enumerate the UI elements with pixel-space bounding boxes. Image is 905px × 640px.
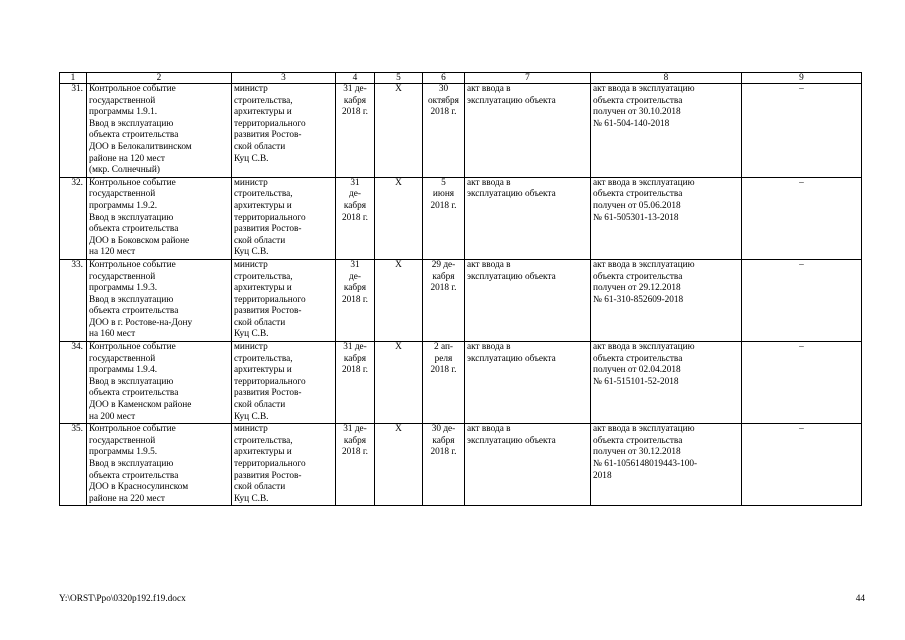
expected-result-text: акт ввода в эксплуатацию объекта bbox=[467, 342, 556, 364]
column-5-text: Х bbox=[395, 84, 402, 94]
event-description-cell bbox=[87, 424, 232, 506]
table-row bbox=[60, 84, 862, 178]
row-number-cell bbox=[60, 84, 87, 178]
responsible-person-text: министр строительства, архитектуры и территориального развития Ростов- ской области Куц С.В. bbox=[234, 259, 306, 340]
table-body bbox=[60, 73, 862, 506]
column-5-cell bbox=[375, 84, 423, 178]
header-cell-8: 8 bbox=[591, 73, 742, 84]
expected-result-text: акт ввода в эксплуатацию объекта bbox=[467, 259, 556, 282]
page-number: 44 bbox=[855, 594, 865, 604]
column-9-cell bbox=[742, 342, 862, 424]
column-9-text: – bbox=[799, 84, 804, 94]
column-5-text: Х bbox=[395, 342, 402, 353]
column-9-text: – bbox=[799, 259, 804, 270]
header-cell-5: 5 bbox=[375, 73, 423, 84]
planned-date-cell bbox=[336, 177, 375, 259]
event-description-cell bbox=[87, 177, 232, 259]
header-cell-6: 6 bbox=[423, 73, 465, 84]
planned-date-text: 31 де- кабря 2018 г. bbox=[341, 84, 368, 118]
planned-date-cell bbox=[336, 424, 375, 506]
column-5-text: Х bbox=[395, 259, 402, 270]
table-row bbox=[60, 424, 862, 506]
expected-result-text: акт ввода в эксплуатацию объекта bbox=[467, 424, 556, 446]
responsible-person-cell bbox=[232, 177, 336, 259]
column-9-text: – bbox=[799, 177, 804, 188]
column-5-cell bbox=[375, 342, 423, 424]
actual-result-text: акт ввода в эксплуатацию объекта строительства получен от 29.12.2018 № 61-310-852609-2018 bbox=[593, 259, 695, 305]
actual-result-text: акт ввода в эксплуатацию объекта строительства получен от 05.06.2018 № 61-505301-13-2018 bbox=[593, 177, 695, 223]
responsible-person-cell bbox=[232, 424, 336, 506]
row-number-text: 31. bbox=[71, 84, 83, 94]
header-cell-9: 9 bbox=[742, 73, 862, 84]
row-number-cell bbox=[60, 177, 87, 259]
column-5-text: Х bbox=[395, 424, 402, 435]
expected-result-cell bbox=[465, 342, 591, 424]
column-5-cell bbox=[375, 177, 423, 259]
row-number-text: 32. bbox=[71, 177, 83, 188]
actual-date-text: 30 де- кабря 2018 г. bbox=[430, 424, 457, 458]
column-9-cell bbox=[742, 424, 862, 506]
responsible-person-text: министр строительства, архитектуры и территориального развития Ростов- ской области Куц С.В. bbox=[234, 177, 306, 258]
responsible-person-cell bbox=[232, 259, 336, 341]
header-row bbox=[60, 73, 862, 84]
actual-result-text: акт ввода в эксплуатацию объекта строительства получен от 30.12.2018 № 61-1056148019443-100- 2018 bbox=[593, 424, 698, 481]
header-cell-3: 3 bbox=[232, 73, 336, 84]
actual-result-cell bbox=[591, 342, 742, 424]
table-row bbox=[60, 259, 862, 341]
header-cell-7: 7 bbox=[465, 73, 591, 84]
planned-date-text: 31 де- кабря 2018 г. bbox=[341, 424, 368, 458]
planned-date-cell bbox=[336, 259, 375, 341]
event-description-text: Контрольное событие государственной программы 1.9.3. Ввод в эксплуатацию объекта строительства ДОО в г. Ростове-на-Дону на 160 мест bbox=[89, 259, 193, 340]
event-description-text: Контрольное событие государственной программы 1.9.2. Ввод в эксплуатацию объекта строительства ДОО в Боковском районе на 120 мест bbox=[89, 177, 190, 258]
actual-result-cell bbox=[591, 177, 742, 259]
expected-result-cell bbox=[465, 84, 591, 178]
actual-date-cell bbox=[423, 342, 465, 424]
column-9-cell bbox=[742, 259, 862, 341]
event-description-text: Контрольное событие государственной программы 1.9.5. Ввод в эксплуатацию объекта строительства ДОО в Красносулинском районе на 220 мест bbox=[89, 424, 189, 504]
expected-result-cell bbox=[465, 177, 591, 259]
row-number-text: 35. bbox=[71, 424, 83, 435]
header-cell-1: 1 bbox=[60, 73, 87, 84]
actual-result-text: акт ввода в эксплуатацию объекта строительства получен от 30.10.2018 № 61-504-140-2018 bbox=[593, 84, 695, 129]
column-5-text: Х bbox=[395, 177, 402, 188]
responsible-person-cell bbox=[232, 84, 336, 178]
event-description-cell bbox=[87, 259, 232, 341]
actual-result-cell bbox=[591, 259, 742, 341]
column-9-cell bbox=[742, 84, 862, 178]
responsible-person-text: министр строительства, архитектуры и территориального развития Ростов- ской области Куц С.В. bbox=[234, 342, 306, 422]
actual-date-cell bbox=[423, 424, 465, 506]
column-9-cell bbox=[742, 177, 862, 259]
control-events-table bbox=[59, 72, 862, 506]
table-row bbox=[60, 342, 862, 424]
planned-date-text: 31 де- кабря 2018 г. bbox=[341, 342, 368, 376]
event-description-cell bbox=[87, 342, 232, 424]
responsible-person-text: министр строительства, архитектуры и территориального развития Ростов- ской области Куц С.В. bbox=[234, 424, 306, 504]
event-description-cell bbox=[87, 84, 232, 178]
responsible-person-text: министр строительства, архитектуры и территориального развития Ростов- ской области Куц С.В. bbox=[234, 84, 306, 164]
header-cell-4: 4 bbox=[336, 73, 375, 84]
actual-date-text: 2 ап- реля 2018 г. bbox=[430, 342, 457, 376]
expected-result-text: акт ввода в эксплуатацию объекта bbox=[467, 84, 556, 106]
planned-date-cell bbox=[336, 84, 375, 178]
planned-date-text: 31 де- кабря 2018 г. bbox=[341, 177, 368, 223]
column-5-cell bbox=[375, 424, 423, 506]
column-9-text: – bbox=[799, 342, 804, 353]
expected-result-cell bbox=[465, 259, 591, 341]
actual-result-cell bbox=[591, 424, 742, 506]
header-cell-2: 2 bbox=[87, 73, 232, 84]
actual-date-text: 29 де- кабря 2018 г. bbox=[430, 259, 457, 294]
row-number-text: 34. bbox=[71, 342, 83, 353]
table-row bbox=[60, 177, 862, 259]
expected-result-cell bbox=[465, 424, 591, 506]
actual-result-cell bbox=[591, 84, 742, 178]
row-number-cell bbox=[60, 259, 87, 341]
planned-date-cell bbox=[336, 342, 375, 424]
responsible-person-cell bbox=[232, 342, 336, 424]
column-9-text: – bbox=[799, 424, 804, 435]
footer-file-path: Y:\ORST\Ppo\0320p192.f19.docx bbox=[59, 594, 186, 604]
row-number-cell bbox=[60, 424, 87, 506]
row-number-cell bbox=[60, 342, 87, 424]
expected-result-text: акт ввода в эксплуатацию объекта bbox=[467, 177, 556, 200]
event-description-text: Контрольное событие государственной программы 1.9.1. Ввод в эксплуатацию объекта строительства ДОО в Белокалитвинском районе на 120 мест (мкр. Солнечный) bbox=[89, 84, 192, 176]
actual-date-cell bbox=[423, 84, 465, 178]
actual-date-cell bbox=[423, 177, 465, 259]
planned-date-text: 31 де- кабря 2018 г. bbox=[341, 259, 368, 305]
row-number-text: 33. bbox=[71, 259, 83, 270]
actual-date-text: 30 октября 2018 г. bbox=[428, 84, 459, 118]
actual-date-text: 5 июня 2018 г. bbox=[430, 177, 457, 211]
event-description-text: Контрольное событие государственной программы 1.9.4. Ввод в эксплуатацию объекта строительства ДОО в Каменском районе на 200 мест bbox=[89, 342, 192, 422]
actual-date-cell bbox=[423, 259, 465, 341]
column-5-cell bbox=[375, 259, 423, 341]
actual-result-text: акт ввода в эксплуатацию объекта строительства получен от 02.04.2018 № 61-515101-52-2018 bbox=[593, 342, 695, 387]
